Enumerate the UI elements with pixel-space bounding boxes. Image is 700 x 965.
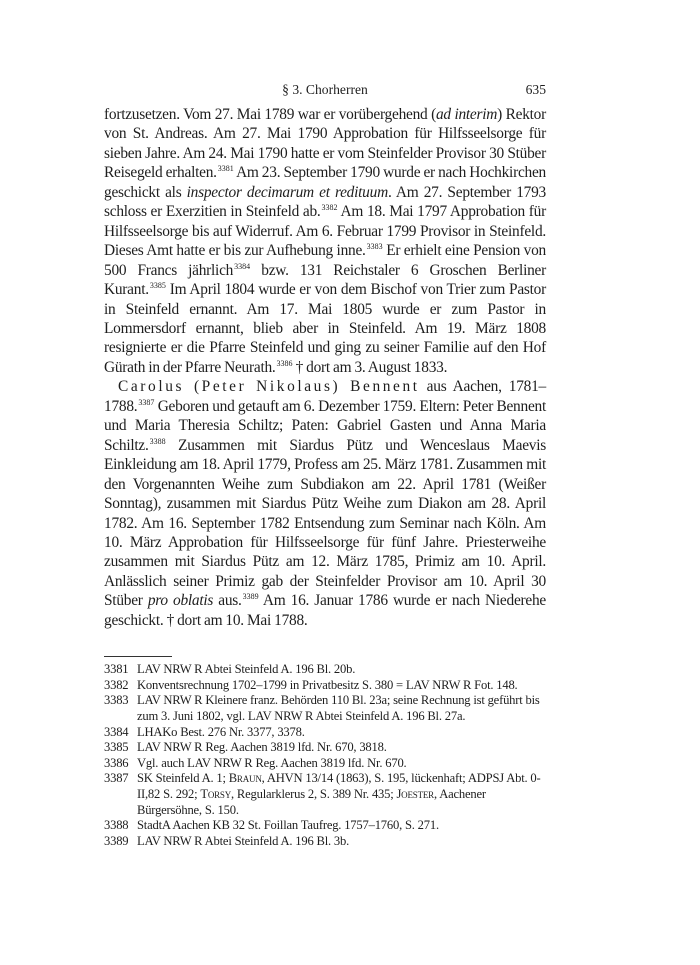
- footnote-text: LHAKo Best. 276 Nr. 3377, 3378.: [137, 724, 305, 739]
- text-run: , Aachener Bürgersöhne, S. 150.: [137, 786, 486, 817]
- footnote-text: LAV NRW R Abtei Steinfeld A. 196 Bl. 20b.: [137, 662, 356, 677]
- text-run: † dort am 3. August 1833.: [292, 358, 448, 376]
- text-run: Zusammen mit Siardus Pütz und Wenceslaus Maevis Einkleidung am 18. April 1779, Profess am 25. März 1781. Zusammen mit den Vorgenannten Weihe zum Subdiakon am 22. April 1781 (Weißer Sonntag), zusammen mit Siardus Pütz Weihe zum Diakon am 28. April 1782. Am 16. September 1782 Entsendung zum Seminar nach Köln. Am 10. März Approbation für Hilfsseelsorge für fünf Jahre. Priesterweihe zusammen mit Siardus Pütz am 12. März 1785, Primiz am 10. April. Anlässlich seiner Primiz gab der Steinfelder Provisor am 10. April 30 Stüber: [104, 436, 546, 610]
- footnote: [104, 662, 546, 678]
- footnote-ref[interactable]: 3382: [321, 203, 338, 213]
- footnote-text: LAV NRW R Kleinere franz. Behörden 110 Bl. 23a; seine Rechnung ist geführt bis zum 3. Juni 1802, vgl. LAV NRW R Abtei Steinfeld A. 196 Bl. 27a.: [137, 693, 540, 724]
- page-number: 635: [525, 82, 546, 97]
- footnote-text: LAV NRW R Reg. Aachen 3819 lfd. Nr. 670, 3818.: [137, 740, 387, 755]
- text-run: SK Steinfeld A. 1;: [137, 771, 229, 786]
- footnote-text: Vgl. auch LAV NRW R Reg. Aachen 3819 lfd. Nr. 670.: [137, 755, 407, 770]
- text-run: , Regularklerus 2, S. 389 Nr. 435;: [231, 786, 397, 801]
- author-name: Torsy: [200, 786, 232, 801]
- footnote-number: 3381: [104, 662, 129, 677]
- footnote: [104, 725, 546, 741]
- footnote-text: Konventsrechnung 1702–1799 in Privatbesitz S. 380 = LAV NRW R Fot. 148.: [137, 677, 518, 692]
- footnote: [104, 756, 546, 772]
- person-name: Carolus (Peter Nikolaus) Bennent: [118, 378, 420, 396]
- text-run: aus Aachen, 1781–1788.: [104, 378, 546, 415]
- running-head: [104, 80, 546, 100]
- footnote-ref[interactable]: 3381: [217, 164, 234, 174]
- footnote-number: 3388: [104, 818, 129, 833]
- footnote-number: 3384: [104, 724, 129, 739]
- text-run: Am 23. September 1790 wurde er nach Hochkirchen geschickt als: [104, 164, 547, 201]
- footnote-ref[interactable]: 3385: [149, 281, 166, 291]
- italic-phrase: pro oblatis: [147, 592, 214, 610]
- footnotes: [104, 662, 546, 849]
- footnote: [104, 740, 546, 756]
- footnote: [104, 771, 546, 818]
- text-run: ) Rektor von St. Andreas. Am 27. Mai 1790 Approbation für Hilfsseelsorge für sieben Jahre. Am 24. Mai 1790 hatte er vom Steinfelder Provisor 30 Stüber Reisegeld erhalten.: [104, 106, 547, 182]
- footnote-ref[interactable]: 3387: [138, 397, 155, 407]
- running-title: § 3. Chorherren: [282, 82, 368, 97]
- footnote: [104, 693, 546, 724]
- footnote-ref[interactable]: 3389: [242, 592, 259, 602]
- footnote-rule: [104, 656, 172, 657]
- footnote-text: StadtA Aachen KB 32 St. Foillan Taufreg. 1757–1760, S. 271.: [137, 818, 439, 833]
- footnote-ref[interactable]: 3388: [149, 436, 166, 446]
- page-column: [104, 0, 546, 889]
- footnote-ref[interactable]: 3383: [366, 242, 383, 252]
- text-run: Geboren und getauft am 6. Dezember 1759. Eltern: Peter Bennent und Maria Theresia Schiltz; Paten: Gabriel Gasten und Anna Maria Schiltz.: [104, 397, 546, 454]
- text-run: bzw. 131 Reichstaler 6 Groschen Berliner Kurant.: [104, 261, 546, 299]
- italic-phrase: inspector decimarum et redituum: [186, 183, 388, 201]
- footnote-number: 3386: [104, 755, 129, 770]
- footnote-ref[interactable]: 3384: [234, 261, 251, 271]
- footnote-ref[interactable]: 3386: [276, 358, 293, 368]
- text-run: , AHVN 13/14 (1863), S. 195, lückenhaft; ADPSJ Abt. 0-II,82 S. 292;: [137, 771, 541, 801]
- text-run: aus.: [213, 592, 242, 610]
- text-run: Er erhielt eine Pension von 500 Francs jährlich: [104, 242, 546, 279]
- footnote: [104, 818, 546, 834]
- footnote: [104, 678, 546, 694]
- author-name: Joester: [396, 786, 434, 801]
- body-text: [104, 105, 546, 630]
- text-run: Im April 1804 wurde er von dem Bischof von Trier zum Pastor in Steinfeld ernannt. Am 17. Mai 1805 wurde er zum Pastor in Lommersdorf ernannt, blieb aber in Steinfeld. Am 19. März 1808 resignierte er die Pfarre Steinfeld und ging zu seiner Familie auf den Hof Gürath in der Pfarre Neurath.: [104, 281, 546, 376]
- footnote-number: 3387: [104, 771, 129, 786]
- paragraph-1: [104, 105, 546, 377]
- text-run: . Am 27. September 1793 schloss er Exerzitien in Steinfeld ab.: [104, 183, 546, 221]
- footnote-text: LAV NRW R Abtei Steinfeld A. 196 Bl. 3b.: [137, 833, 350, 848]
- text-run: Am 18. Mai 1797 Approbation für Hilfsseelsorge bis auf Widerruf. Am 6. Februar 1799 Provisor in Steinfeld. Dieses Amt hatte er bis zur Aufhebung inne.: [104, 203, 547, 260]
- footnote-number: 3385: [104, 740, 129, 755]
- text-run: fortzusetzen. Vom 27. Mai 1789 war er vorübergehend (: [104, 106, 436, 123]
- footnote-number: 3382: [104, 677, 129, 692]
- footnote-number: 3389: [104, 833, 129, 848]
- paragraph-2: [104, 377, 546, 630]
- footnote-number: 3383: [104, 693, 129, 708]
- footnote: [104, 834, 546, 850]
- author-name: Braun: [228, 771, 262, 786]
- footnote-text: [137, 771, 546, 818]
- italic-phrase: ad interim: [435, 106, 498, 123]
- text-run: Am 16. Januar 1786 wurde er nach Niederehe geschickt. † dort am 10. Mai 1788.: [104, 592, 547, 629]
